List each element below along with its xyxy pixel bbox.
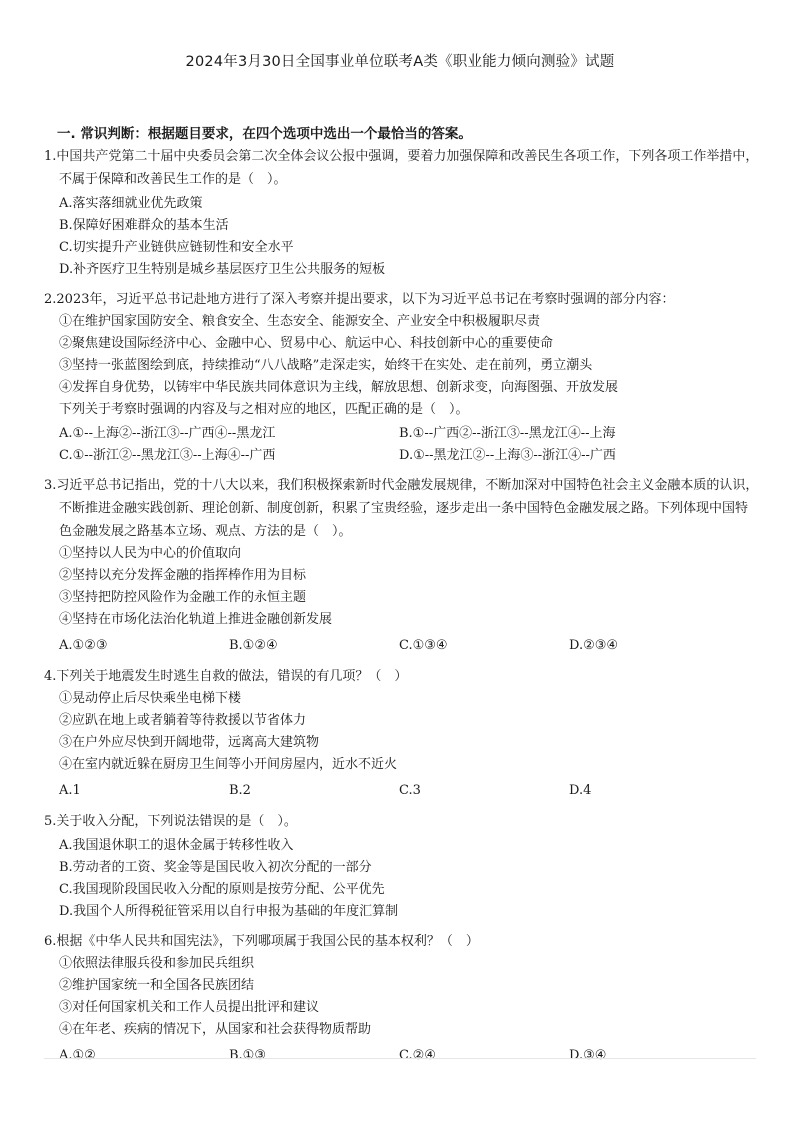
statement-item: ①晃动停止后尽快乘坐电梯下楼 — [59, 691, 242, 706]
section-heading: 一. 常识判断：根据题目要求，在四个选项中选出一个最恰当的答案。 — [57, 126, 472, 142]
question-stem: 4.下列关于地震发生时逃生自救的做法，错误的有几项？（ ） — [44, 669, 408, 684]
statement-item: ④发挥自身优势，以铸牢中华民族共同体意识为主线，解放思想、创新求变，向海图强、开放发展 — [59, 380, 619, 395]
question-2 — [44, 288, 760, 467]
question-4 — [44, 665, 760, 803]
option-c: C.②④ — [399, 1048, 436, 1063]
option-b: B.2 — [229, 783, 251, 798]
option-d: D.②③④ — [569, 638, 619, 653]
footer-divider — [44, 1058, 756, 1059]
statement-item: ④在室内就近躲在厨房卫生间等小开间房屋内，近水不近火 — [59, 757, 398, 772]
statement-item: ③坚持把防控风险作为金融工作的永恒主题 — [59, 590, 307, 605]
option-d: D.我国个人所得税征管采用以自行申报为基础的年度汇算制 — [59, 904, 399, 919]
question-stem: 6.根据《中华人民共和国宪法》，下列哪项属于我国公民的基本权利？（ ） — [44, 934, 479, 949]
question-5 — [44, 810, 760, 923]
options — [44, 779, 760, 803]
question-stem: 1.中国共产党第二十届中央委员会第二次全体会议公报中强调，要着力加强保障和改善民生各项工作，下列各项工作举措中，不属于保障和改善民生工作的是（ ）。 — [44, 149, 759, 187]
question-list — [44, 145, 760, 1075]
option-c: C.①--浙江②--黑龙江③--上海④--广西 — [59, 448, 276, 463]
option-a: A.①--上海②--浙江③--广西④--黑龙江 — [59, 426, 276, 441]
question-stem: 3.习近平总书记指出，党的十八大以来，我们积极探索新时代金融发展规律，不断加深对中国特色社会主义金融本质的认识，不断推进金融实践创新、理论创新、制度创新，积累了宝贵经验，逐步走出一条中国特色金融发展之路。下列体现中国特色金融发展之路基本立场、观点、方法的是（ ）。 — [44, 478, 759, 539]
statement-item: ③对任何国家机关和工作人员提出批评和建议 — [59, 1000, 320, 1015]
option-d: D.4 — [569, 783, 592, 798]
statement-item: ④坚持在市场化法治化轨道上推进金融创新发展 — [59, 612, 333, 627]
statement-item: ①依照法律服兵役和参加民兵组织 — [59, 956, 255, 971]
option-a: A.1 — [59, 783, 81, 798]
option-d: D.补齐医疗卫生特别是城乡基层医疗卫生公共服务的短板 — [59, 262, 386, 277]
question-tail: 下列关于考察时强调的内容及与之相对应的地区，匹配正确的是（ ）。 — [59, 402, 469, 417]
option-b: B.劳动者的工资、奖金等是国民收入初次分配的一部分 — [59, 860, 372, 875]
option-b: B.保障好困难群众的基本生活 — [59, 218, 229, 233]
option-c: C.①③④ — [399, 638, 448, 653]
statement-item: ④在年老、疾病的情况下，从国家和社会获得物质帮助 — [59, 1022, 372, 1037]
option-a: A.我国退休职工的退休金属于转移性收入 — [59, 838, 294, 853]
question-3 — [44, 474, 760, 658]
question-1 — [44, 145, 760, 281]
statement-item: ①坚持以人民为中心的价值取向 — [59, 546, 242, 561]
options — [44, 634, 760, 658]
option-d: D.③④ — [569, 1048, 607, 1063]
options — [44, 423, 760, 467]
statement-item: ②维护国家统一和全国各民族团结 — [59, 978, 255, 993]
option-a: A.落实落细就业优先政策 — [59, 196, 203, 211]
statement-item: ③坚持一张蓝图绘到底，持续推动“八八战略”走深走实，始终干在实处、走在前列，勇立潮头 — [59, 358, 593, 373]
question-stem: 5.关于收入分配，下列说法错误的是（ ）。 — [44, 814, 297, 829]
statement-item: ②应趴在地上或者躺着等待救援以节省体力 — [59, 713, 307, 728]
statement-item: ②坚持以充分发挥金融的指挥棒作用为目标 — [59, 568, 307, 583]
option-b: B.①--广西②--浙江③--黑龙江④--上海 — [399, 426, 616, 441]
option-c: C.3 — [399, 783, 421, 798]
statement-item: ①在维护国家国防安全、粮食安全、生态安全、能源安全、产业安全中积极履职尽责 — [59, 314, 541, 329]
options — [44, 193, 760, 281]
option-a: A.①②③ — [59, 638, 108, 653]
option-b: B.①②④ — [229, 638, 278, 653]
option-c: C.切实提升产业链供应链韧性和安全水平 — [59, 240, 294, 255]
statement-item: ③在户外应尽快到开阔地带，远离高大建筑物 — [59, 735, 320, 750]
options — [44, 1044, 760, 1068]
question-6 — [44, 930, 760, 1068]
statement-item: ②聚焦建设国际经济中心、金融中心、贸易中心、航运中心、科技创新中心的重要使命 — [59, 336, 554, 351]
question-stem: 2.2023年，习近平总书记赴地方进行了深入考察并提出要求，以下为习近平总书记在考察时强调的部分内容： — [44, 292, 675, 307]
option-c: C.我国现阶段国民收入分配的原则是按劳分配、公平优先 — [59, 882, 385, 897]
page-title: 2024年3月30日全国事业单位联考A类《职业能力倾向测验》试题 — [185, 54, 615, 70]
option-d: D.①--黑龙江②--上海③--浙江④--广西 — [399, 448, 616, 463]
option-b: B.①③ — [229, 1048, 266, 1063]
option-a: A.①② — [59, 1048, 96, 1063]
options — [44, 835, 760, 923]
